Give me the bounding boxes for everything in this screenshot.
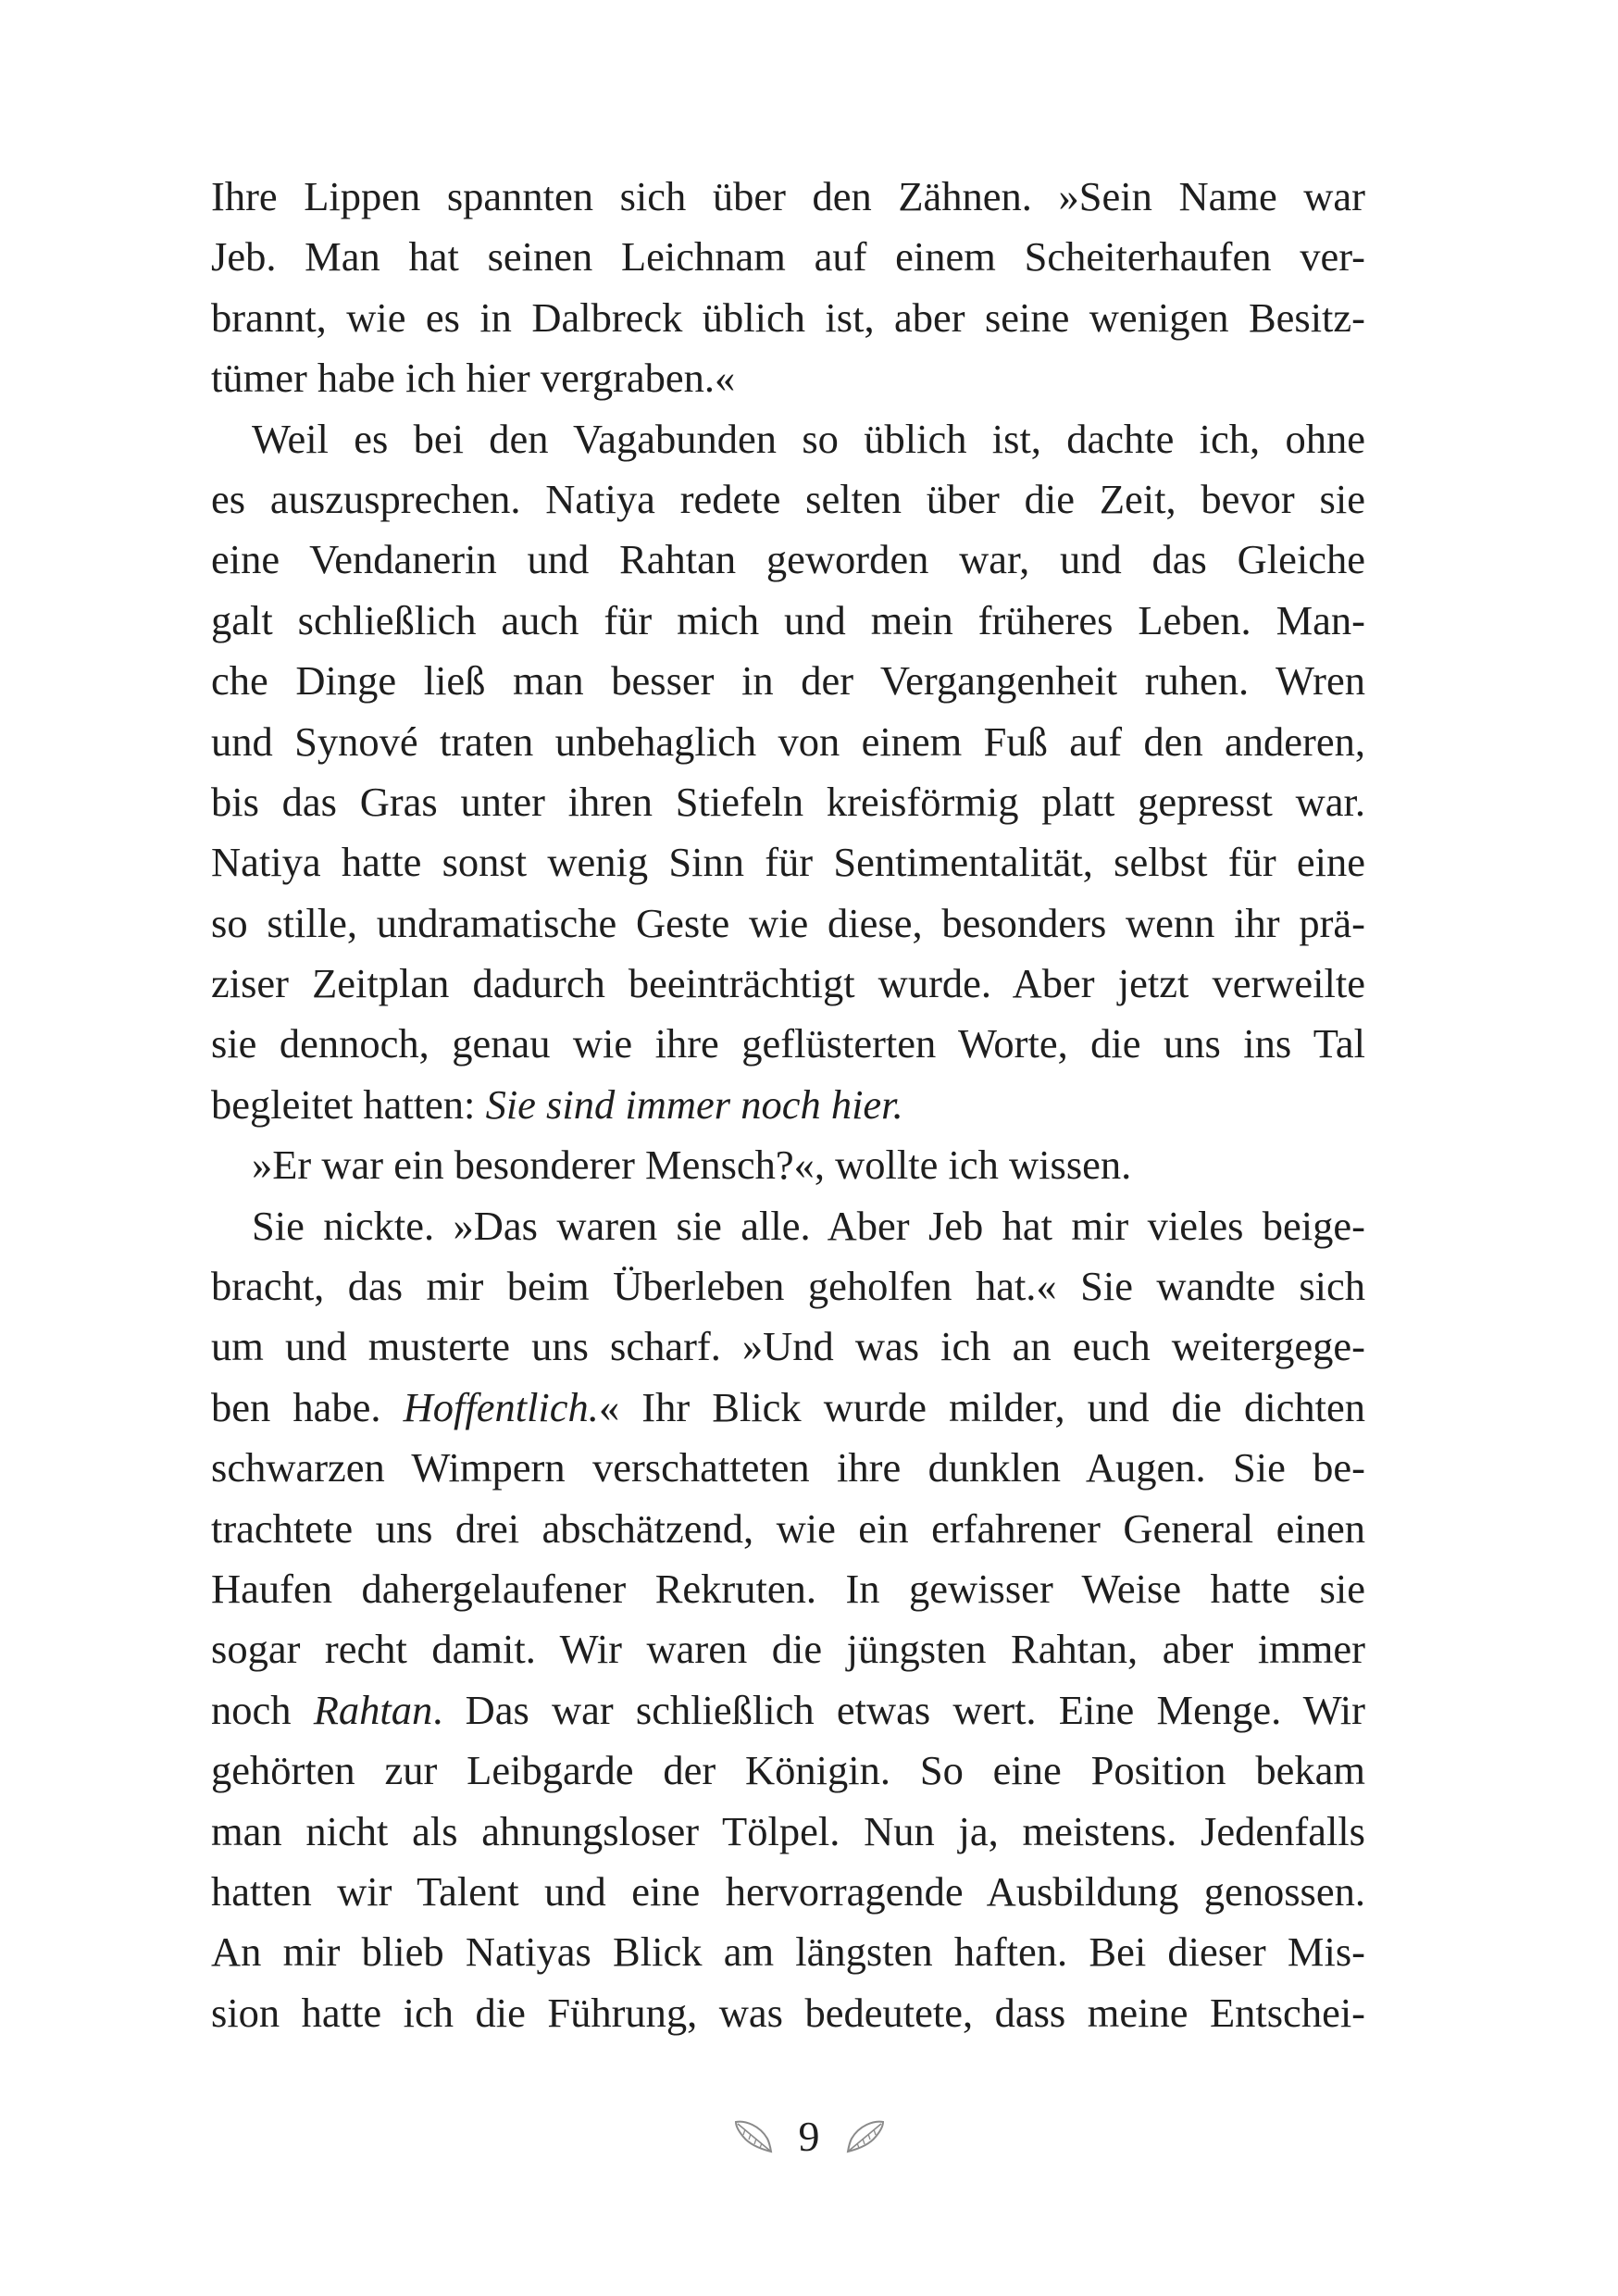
text-line: tümer habe ich hier vergraben.« [211, 355, 736, 402]
text-line: um und musterte uns scharf. »Und was ich an euch weitergege- [211, 1323, 1365, 1370]
text-line [211, 1378, 1365, 1438]
text-line: Jeb. Man hat seinen Leichnam auf einem Scheiterhaufen ver- [211, 233, 1365, 281]
text-line: schwarzen Wimpern verschatteten ihre dunklen Augen. Sie be- [211, 1444, 1365, 1491]
text-line: che Dinge ließ man besser in der Vergangenheit ruhen. Wren [211, 657, 1365, 705]
italic-text: Hoffentlich. [403, 1383, 599, 1430]
body-text [211, 167, 1365, 2043]
text-line [211, 1680, 1365, 1741]
leaf-ornament-icon [732, 2116, 775, 2157]
text-line: Haufen dahergelaufener Rekruten. In gewisser Weise hatte sie [211, 1565, 1365, 1612]
text-line: so stille, undramatische Geste wie diese, besonders wenn ihr prä- [211, 899, 1365, 946]
text-line: brannt, wie es in Dalbreck üblich ist, aber seine wenigen Besitz- [211, 293, 1365, 341]
text-line: und Synové traten unbehaglich von einem Fuß auf den anderen, [211, 718, 1365, 765]
text-fragment: « Ihr Blick wurde milder, und die dichten [598, 1383, 1365, 1430]
text-line: sion hatte ich die Führung, was bedeutete, dass meine Entschei- [211, 1989, 1365, 2036]
text-line: hatten wir Talent und eine hervorragende Ausbildung genossen. [211, 1867, 1365, 1915]
text-line: sie dennoch, genau wie ihre geflüsterten Worte, die uns ins Tal [211, 1020, 1365, 1067]
text-line: galt schließlich auch für mich und mein früheres Leben. Man- [211, 596, 1365, 643]
italic-text: Rahtan [313, 1686, 433, 1733]
text-line: sogar recht damit. Wir waren die jüngsten Rahtan, aber immer [211, 1626, 1365, 1673]
italic-text: Sie sind immer noch hier. [485, 1080, 903, 1128]
page-footer [0, 2100, 1618, 2174]
text-fragment: noch [211, 1686, 314, 1733]
text-line: man nicht als ahnungsloser Tölpel. Nun ja, meistens. Jedenfalls [211, 1807, 1365, 1854]
text-line: »Er war ein besonderer Mensch?«, wollte ich wissen. [252, 1142, 1132, 1189]
leaf-ornament-icon [844, 2116, 887, 2157]
text-line: Sie nickte. »Das waren sie alle. Aber Jeb hat mir vieles beige- [252, 1202, 1365, 1249]
text-line [211, 1075, 1365, 1135]
text-line: trachtete uns drei abschätzend, wie ein erfahrener General einen [211, 1504, 1365, 1552]
text-line: eine Vendanerin und Rahtan geworden war, und das Gleiche [211, 536, 1365, 583]
text-line: bracht, das mir beim Überleben geholfen hat.« Sie wandte sich [211, 1263, 1365, 1310]
text-line: Weil es bei den Vagabunden so üblich ist, dachte ich, ohne [252, 415, 1365, 462]
footer-ornament-group [732, 2100, 887, 2174]
text-line: es auszusprechen. Natiya redete selten über die Zeit, bevor sie [211, 475, 1365, 522]
text-line: Natiya hatte sonst wenig Sinn für Sentimentalität, selbst für eine [211, 839, 1365, 886]
page-number: 9 [798, 2113, 820, 2160]
text-line: bis das Gras unter ihren Stiefeln kreisförmig platt gepresst war. [211, 778, 1365, 825]
text-fragment: ben habe. [211, 1383, 404, 1430]
text-line: Ihre Lippen spannten sich über den Zähnen. »Sein Name war [211, 173, 1365, 219]
text-line: An mir blieb Natiyas Blick am längsten haften. Bei dieser Mis- [211, 1928, 1365, 1976]
text-fragment: . Das war schließlich etwas wert. Eine Menge. Wir [432, 1686, 1365, 1733]
text-line: ziser Zeitplan dadurch beeinträchtigt wurde. Aber jetzt verweilte [211, 960, 1365, 1007]
text-fragment: begleitet hatten: [211, 1080, 486, 1128]
text-line: gehörten zur Leibgarde der Königin. So eine Position bekam [211, 1747, 1365, 1794]
